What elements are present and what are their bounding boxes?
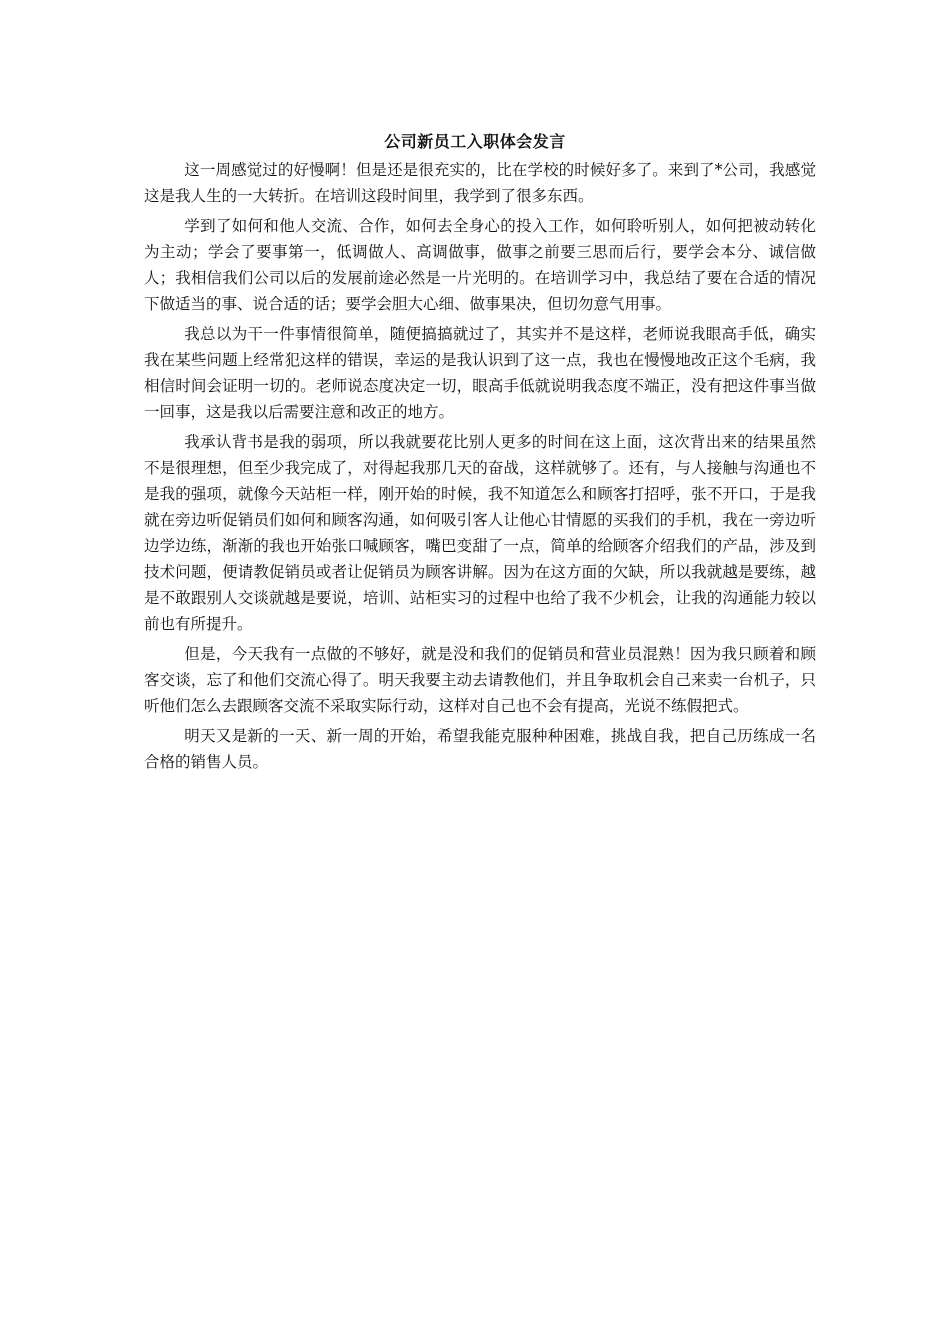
paragraph: 学到了如何和他人交流、合作，如何去全身心的投入工作，如何聆听别人，如何把被动转化为主动；学会了要事第一，低调做人、高调做事，做事之前要三思而后行，要学会本分、诚信做人；我相信我们公司以后的发展前途必然是一片光明的。在培训学习中，我总结了要在合适的情况下做适当的事、说合适的话；要学会胆大心细、做事果决，但切勿意气用事。 — [144, 217, 816, 313]
paragraph: 我总以为干一件事情很简单，随便搞搞就过了，其实并不是这样，老师说我眼高手低，确实我在某些问题上经常犯这样的错误，幸运的是我认识到了这一点，我也在慢慢地改正这个毛病，我相信时间会证明一切的。老师说态度决定一切，眼高手低就说明我态度不端正，没有把这件事当做一回事，这是我以后需要注意和改正的地方。 — [144, 325, 816, 421]
paragraph: 这一周感觉过的好慢啊！但是还是很充实的，比在学校的时候好多了。来到了*公司，我感觉这是我人生的一大转折。在培训这段时间里，我学到了很多东西。 — [144, 161, 816, 205]
paragraph: 但是，今天我有一点做的不够好，就是没和我们的促销员和营业员混熟！因为我只顾着和顾客交谈，忘了和他们交流心得了。明天我要主动去请教他们，并且争取机会自己来卖一台机子，只听他们怎么去跟顾客交流不采取实际行动，这样对自己也不会有提高，光说不练假把式。 — [144, 645, 816, 715]
document-title: 公司新员工入职体会发言 — [384, 132, 566, 151]
paragraph: 我承认背书是我的弱项，所以我就要花比别人更多的时间在这上面，这次背出来的结果虽然不是很理想，但至少我完成了，对得起我那几天的奋战，这样就够了。还有，与人接触与沟通也不是我的强项，就像今天站柜一样，刚开始的时候，我不知道怎么和顾客打招呼，张不开口，于是我就在旁边听促销员们如何和顾客沟通，如何吸引客人让他心甘情愿的买我们的手机，我在一旁边听边学边练，渐渐的我也开始张口喊顾客，嘴巴变甜了一点，简单的给顾客介绍我们的产品，涉及到技术问题，便请教促销员或者让促销员为顾客讲解。因为在这方面的欠缺，所以我就越是要练，越是不敢跟别人交谈就越是要说，培训、站柜实习的过程中也给了我不少机会，让我的沟通能力较以前也有所提升。 — [144, 433, 816, 633]
paragraph: 明天又是新的一天、新一周的开始，希望我能克服种种困难，挑战自我，把自己历练成一名合格的销售人员。 — [144, 727, 816, 771]
document-body — [144, 157, 816, 779]
